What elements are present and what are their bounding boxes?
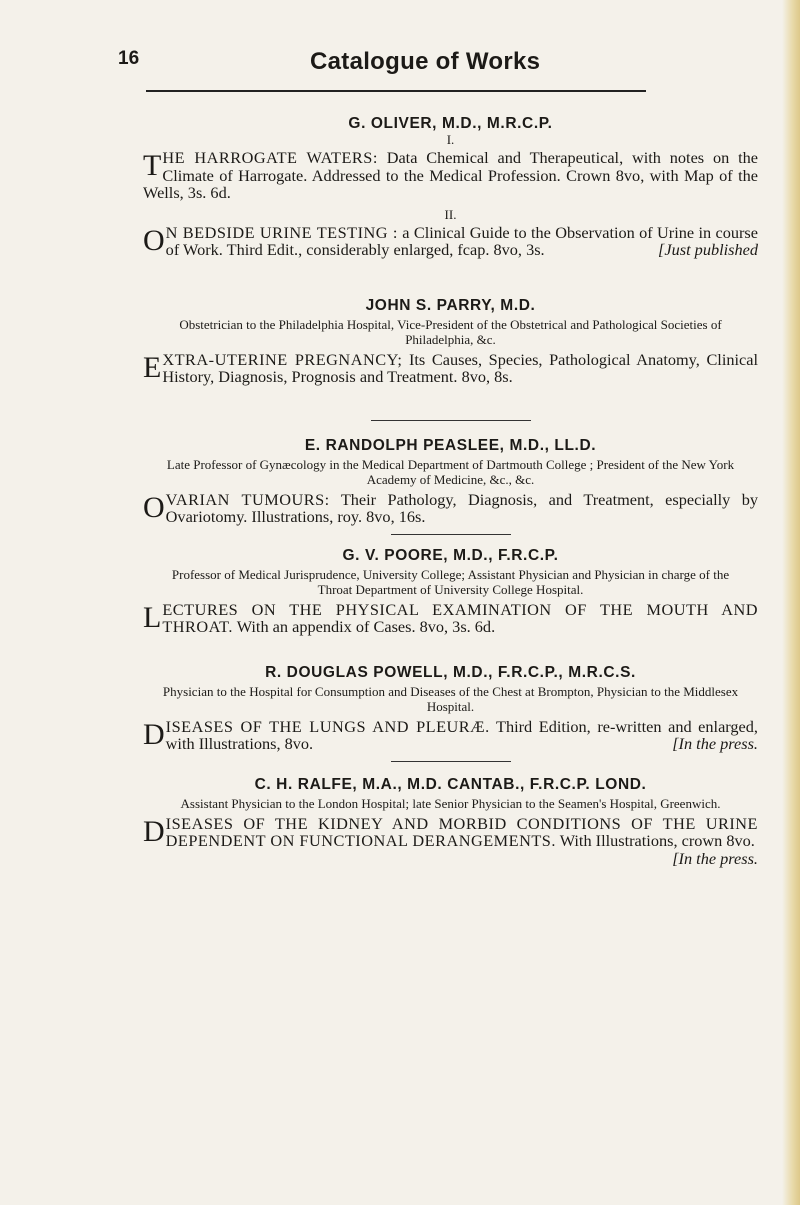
author-affiliation: Professor of Medical Jurisprudence, University College; Assistant Physician and Physician in charge of the Throat Department of University College Hospital. — [171, 566, 730, 597]
running-title: Catalogue of Works — [310, 48, 541, 75]
page-number: 16 — [118, 48, 140, 69]
book-title: N BEDSIDE URINE TESTING : — [165, 222, 398, 242]
drop-cap: E — [143, 350, 162, 384]
publication-status: [Just published — [658, 240, 758, 259]
entry-numeral: I. — [446, 132, 455, 147]
book-description: Data Chemical and Therapeutical, with notes on the Climate of Harrogate. Addressed to the Medical Profession. Crown 8vo, with Map of the Wells, 3s. 6d. — [143, 148, 758, 202]
book-title: ISEASES OF THE LUNGS AND PLEURÆ. — [165, 716, 490, 736]
drop-cap: O — [143, 223, 165, 257]
author-section-ralfe — [143, 776, 758, 868]
book-description: With Illustrations, crown 8vo. — [555, 831, 755, 850]
author-name: G. V. POORE, M.D., F.R.C.P. — [342, 546, 559, 564]
drop-cap: D — [143, 814, 165, 848]
author-section-oliver — [143, 115, 758, 259]
section-divider — [371, 420, 531, 421]
author-affiliation: Obstetrician to the Philadelphia Hospital, Vice-President of the Obstetrical and Pathological Societies of Philadelphia, &c. — [179, 316, 722, 347]
author-affiliation: Physician to the Hospital for Consumption and Diseases of the Chest at Brompton, Physician to the Middlesex Hospital. — [162, 683, 739, 714]
book-entry — [143, 491, 758, 526]
catalogue-content — [143, 115, 758, 867]
author-name: C. H. RALFE, M.A., M.D. CANTAB., F.R.C.P. LOND. — [254, 775, 647, 793]
book-entry — [143, 149, 758, 202]
drop-cap: T — [143, 149, 162, 182]
publication-status: [In the press. — [672, 848, 758, 868]
book-description: Their Pathology, Diagnosis, and Treatment, especially by Ovariotomy. Illustrations, roy. 8vo, 16s. — [165, 489, 758, 526]
drop-cap: D — [143, 717, 165, 751]
book-entry — [143, 224, 758, 259]
drop-cap: L — [143, 600, 162, 634]
book-entry — [143, 351, 758, 386]
book-title: ECTURES ON THE PHYSICAL EXAMINATION OF THE MOUTH AND THROAT. — [162, 599, 758, 636]
author-name: JOHN S. PARRY, M.D. — [365, 296, 536, 314]
page-edge — [782, 0, 800, 1205]
section-divider — [391, 761, 511, 762]
book-title: HE HARROGATE WATERS: — [162, 148, 378, 167]
book-entry — [143, 718, 758, 753]
header-rule — [146, 90, 646, 92]
book-title: VARIAN TUMOURS: — [165, 489, 330, 509]
book-title: XTRA-UTERINE PREGNANCY; — [162, 349, 403, 369]
author-name: R. DOUGLAS POWELL, M.D., F.R.C.P., M.R.C.S. — [265, 663, 636, 681]
section-divider — [391, 534, 511, 535]
book-description: With an appendix of Cases. 8vo, 3s. 6d. — [232, 617, 496, 636]
entry-numeral: II. — [444, 206, 457, 222]
publication-status: [In the press. — [672, 734, 758, 753]
page-header — [118, 48, 758, 88]
book-description: Its Causes, Species, Pathological Anatomy, Clinical History, Diagnosis, Prognosis and Treatment. 8vo, 8s. — [162, 349, 758, 386]
book-entry — [143, 813, 758, 868]
author-name: E. RANDOLPH PEASLEE, M.D., LL.D. — [304, 436, 597, 454]
author-section-poore — [143, 547, 758, 636]
book-description: Third Edition, re-written and enlarged, with Illustrations, 8vo. — [165, 716, 758, 753]
book-entry — [143, 601, 758, 636]
author-affiliation: Late Professor of Gynæcology in the Medical Department of Dartmouth College ; President of the New York Academy of Medicine, &c., &c. — [166, 456, 735, 487]
author-affiliation: Assistant Physician to the London Hospital; late Senior Physician to the Seamen's Hospital, Greenwich. — [180, 795, 721, 811]
author-section-parry — [143, 297, 758, 386]
book-description: a Clinical Guide to the Observation of Urine in course of Work. Third Edit., considerably enlarged, fcap. 8vo, 3s. — [165, 222, 758, 259]
author-name: G. OLIVER, M.D., M.R.C.P. — [348, 115, 553, 132]
drop-cap: O — [143, 490, 165, 524]
author-section-powell — [143, 664, 758, 753]
book-title: ISEASES OF THE KIDNEY AND MORBID CONDITIONS OF THE URINE DEPENDENT ON FUNCTIONAL DERANGEMENTS. — [165, 813, 758, 850]
author-section-peaslee — [143, 437, 758, 526]
